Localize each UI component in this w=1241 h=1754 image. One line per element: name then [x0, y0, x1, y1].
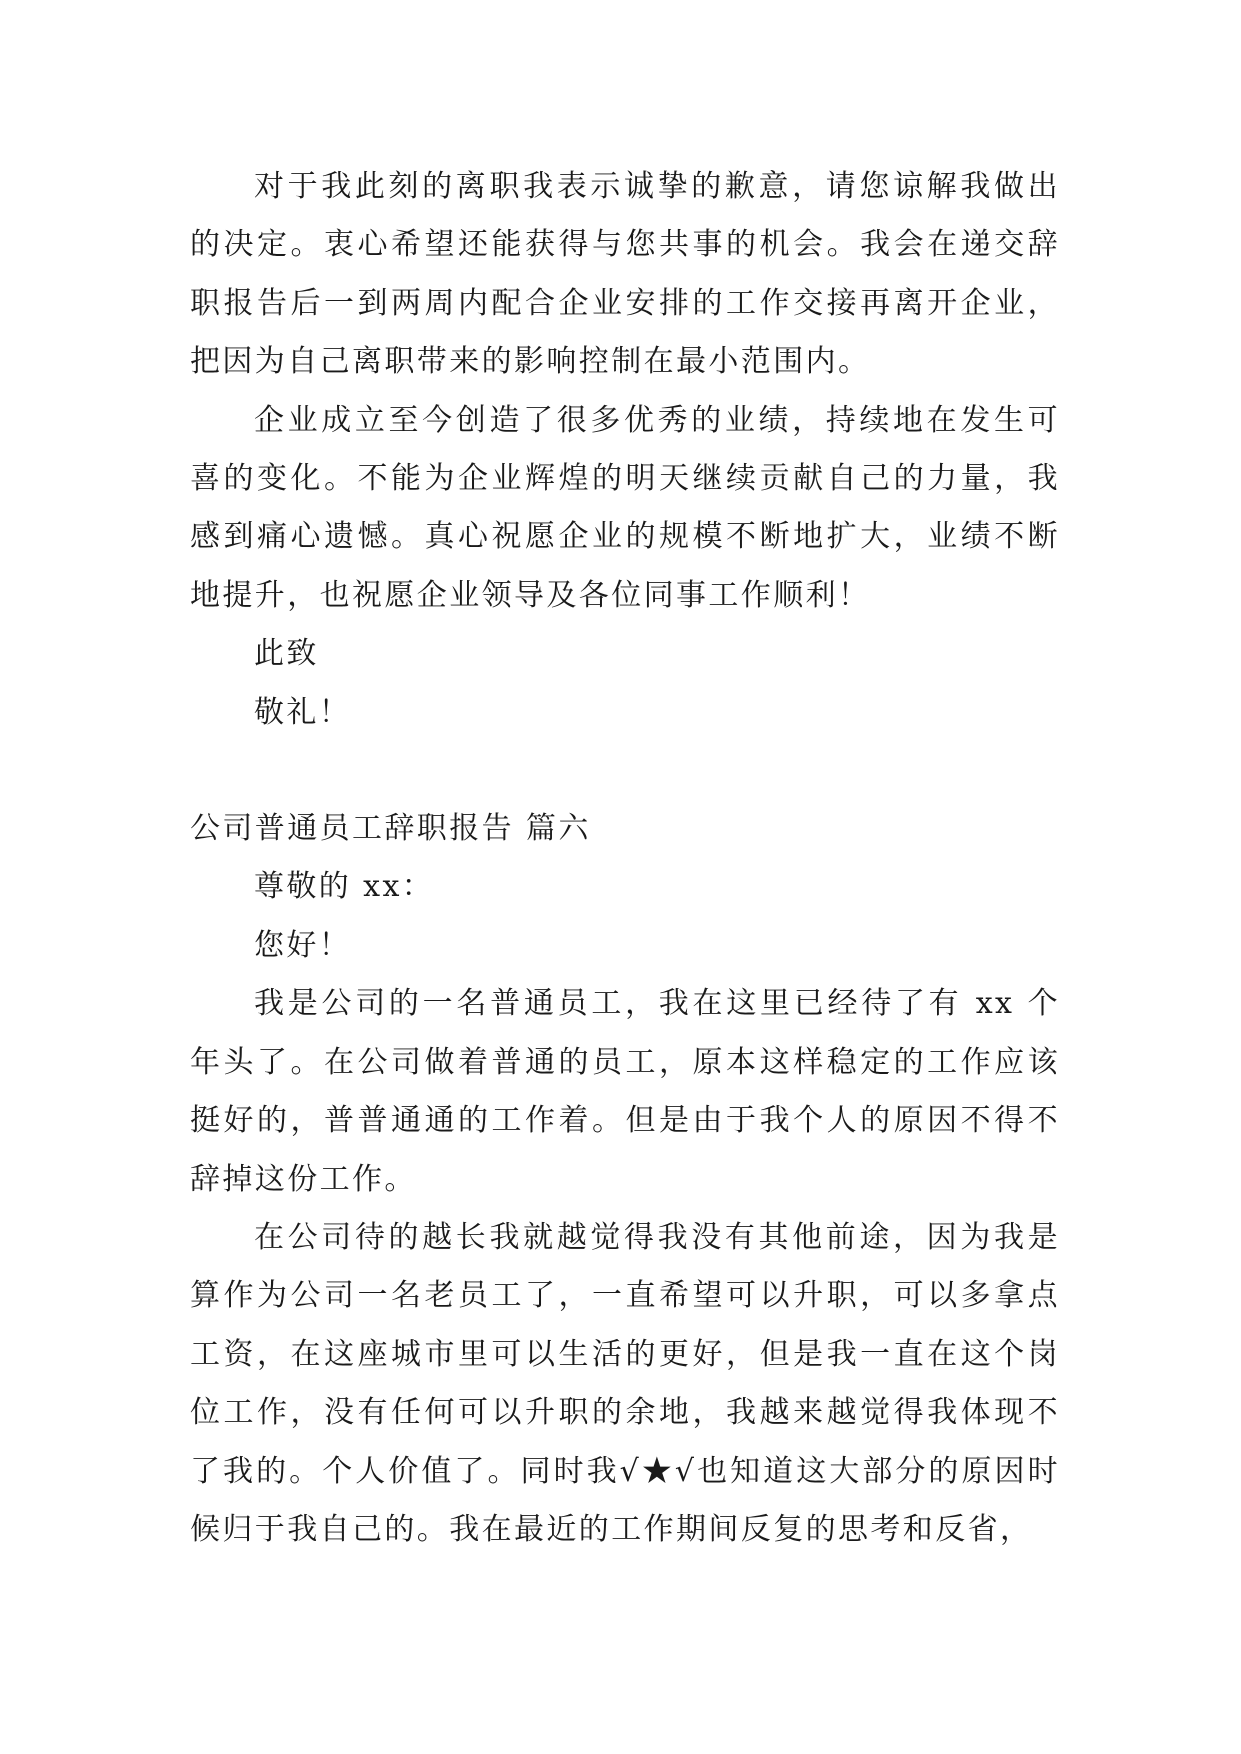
salutation: 尊敬的 xx：	[254, 869, 435, 905]
closing-line-2: 敬礼！	[254, 694, 352, 730]
paragraph-reason: 在公司待的越长我就越觉得我没有其他前途，因为我是算作为公司一名老员工了，一直希望可以升职，可以多拿点工资，在这座城市里可以生活的更好，但是我一直在这个岗位工作，没有任何可以升职的余地，我越来越觉得我体现不了我的。个人价值了。同时我√★√也知道这大部分的原因时候归于我自己的。我在最近的工作期间反复的思考和反省，	[190, 1219, 1060, 1547]
paragraph-apology: 对于我此刻的离职我表示诚挚的歉意，请您谅解我做出的决定。衷心希望还能获得与您共事的机会。我会在递交辞职报告后一到两周内配合企业安排的工作交接再离开企业，把因为自己离职带来的影响控制在最小范围内。	[190, 169, 1060, 380]
section-spacer	[190, 742, 1060, 800]
closing-line-1: 此致	[254, 636, 319, 672]
paragraph-intro: 我是公司的一名普通员工，我在这里已经待了有 xx 个年头了。在公司做着普通的员工，原本这样稳定的工作应该挺好的，普普通通的工作着。但是由于我个人的原因不得不辞掉这份工作。	[190, 986, 1060, 1197]
section-title: 公司普通员工辞职报告 篇六	[190, 811, 591, 847]
document-body	[190, 158, 1060, 1559]
paragraph-wishes: 企业成立至今创造了很多优秀的业绩，持续地在发生可喜的变化。不能为企业辉煌的明天继续贡献自己的力量，我感到痛心遗憾。真心祝愿企业的规模不断地扩大，业绩不断地提升，也祝愿企业领导及各位同事工作顺利！	[190, 402, 1060, 613]
greeting: 您好！	[254, 927, 352, 963]
